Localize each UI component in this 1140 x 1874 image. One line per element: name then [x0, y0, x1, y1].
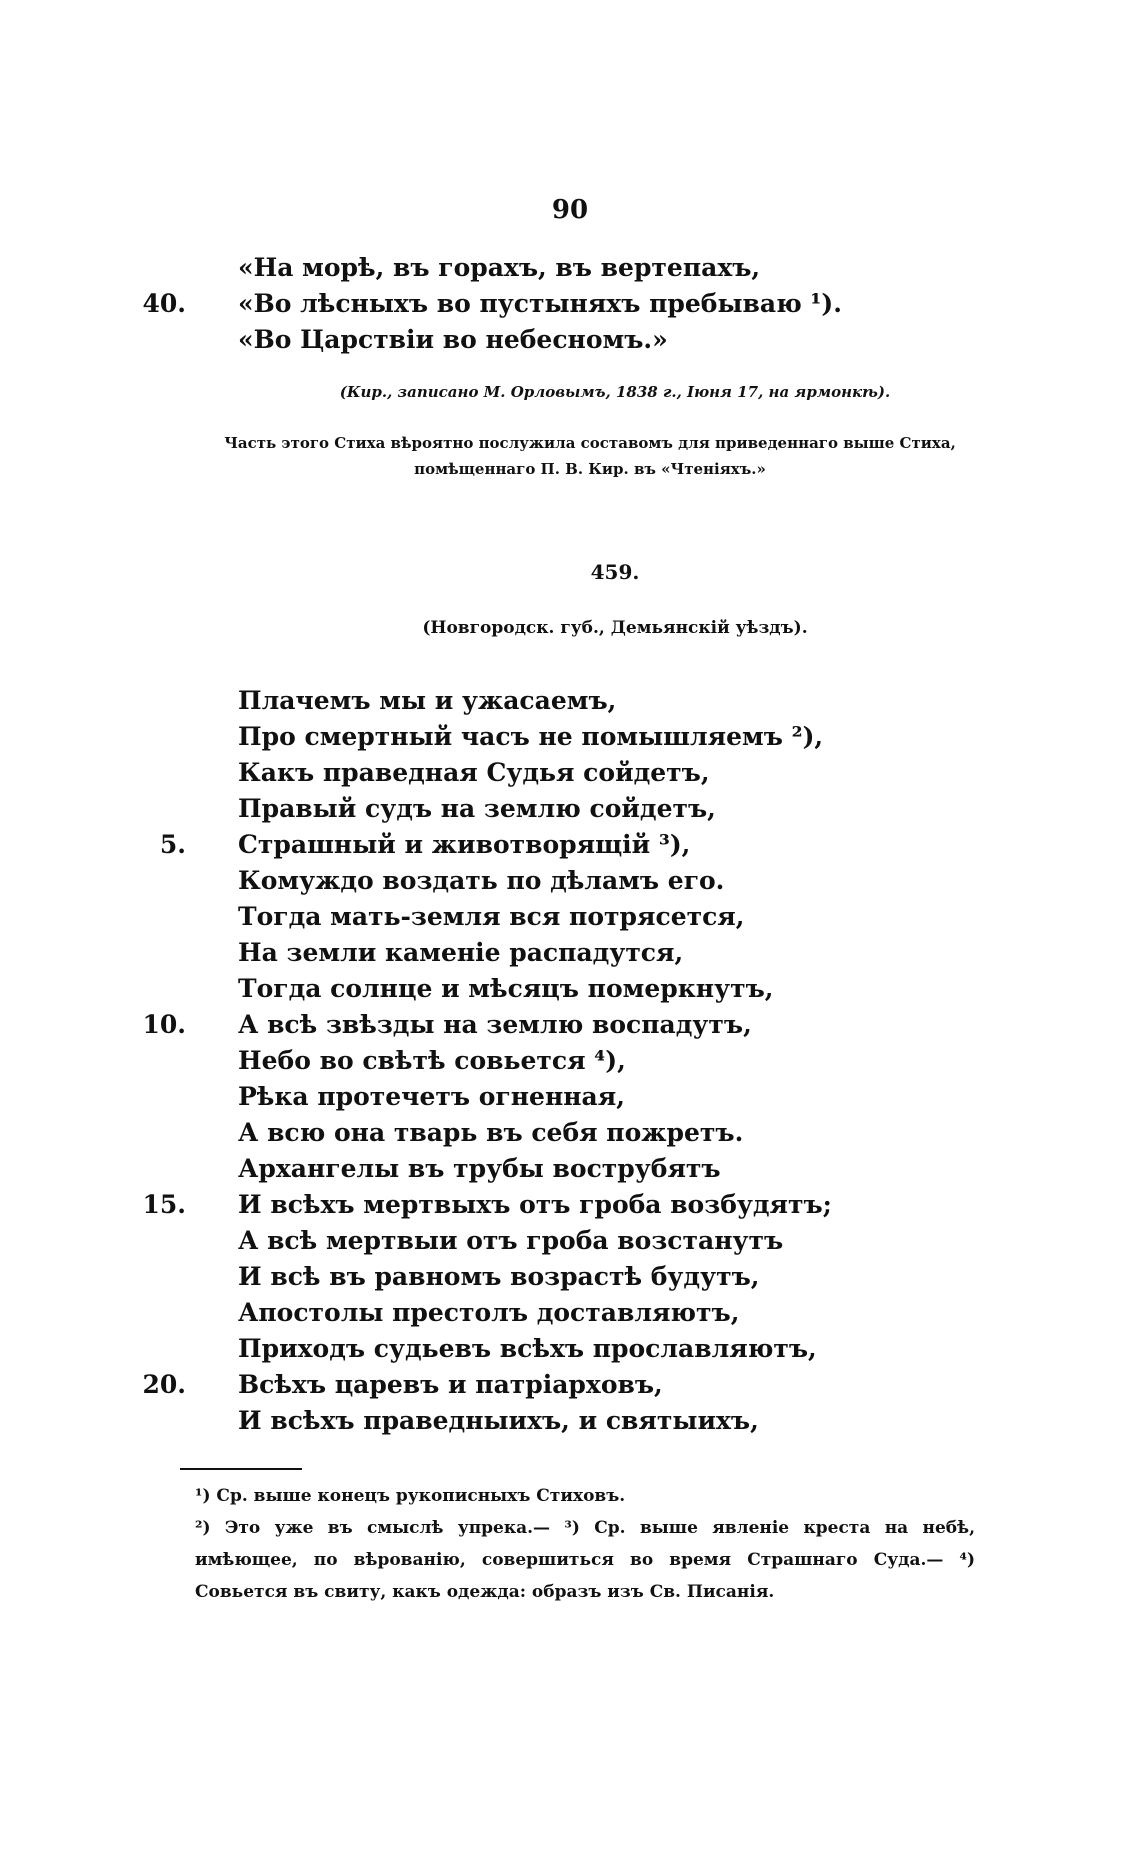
verse-line: [190, 1079, 970, 1115]
line-text: Страшный и животворящій ³),: [238, 830, 691, 859]
line-text: Тогда солнце и мѣсяцъ померкнутъ,: [238, 974, 774, 1003]
line-text: Приходъ судьевъ всѣхъ прославляютъ,: [238, 1334, 817, 1363]
top-verse: [142, 250, 970, 358]
line-text: Про смертный часъ не помышляемъ ²),: [238, 722, 824, 751]
verse-line: [142, 286, 970, 322]
poem-number: 459.: [590, 560, 640, 584]
line-text: Какъ праведная Судья сойдетъ,: [238, 758, 710, 787]
verse-line: [190, 1115, 970, 1151]
verse-line: [190, 755, 970, 791]
verse-line: [142, 1187, 970, 1223]
verse-line: [142, 1367, 970, 1403]
line-text: «Во лѣсныхъ во пустыняхъ пребываю ¹).: [238, 289, 842, 318]
footnote-1: ¹) Ср. выше конецъ рукописныхъ Стиховъ.: [195, 1486, 626, 1506]
verse-line: [190, 899, 970, 935]
footnotes: [195, 1480, 975, 1608]
line-number: 5.: [159, 830, 186, 859]
poem: [142, 683, 970, 1439]
line-text: «На морѣ, въ горахъ, въ вертепахъ,: [238, 253, 761, 282]
line-text: Плачемъ мы и ужасаемъ,: [238, 686, 617, 715]
verse-line: [190, 971, 970, 1007]
verse-line: [190, 1295, 970, 1331]
line-text: Комуждо воздать по дѣламъ его.: [238, 866, 725, 895]
region-heading: (Новгородск. губ., Демьянскій уѣздъ).: [422, 618, 808, 638]
page-number: 90: [551, 195, 589, 225]
line-text: И всѣхъ праведныихъ, и святыихъ,: [238, 1406, 759, 1435]
line-text: «Во Царствіи во небесномъ.»: [238, 325, 668, 354]
line-text: Архангелы въ трубы вострубятъ: [238, 1154, 721, 1183]
line-text: И всѣхъ мертвыхъ отъ гроба возбудятъ;: [238, 1190, 832, 1219]
line-text: Правый судъ на землю сойдетъ,: [238, 794, 716, 823]
verse-line: [190, 863, 970, 899]
footnote-divider: [180, 1468, 302, 1470]
verse-line: [190, 683, 970, 719]
line-number: 15.: [142, 1190, 186, 1219]
verse-line: [190, 1259, 970, 1295]
verse-line: [190, 1331, 970, 1367]
line-text: Апостолы престолъ доставляютъ,: [238, 1298, 740, 1327]
line-number: 40.: [142, 289, 186, 318]
line-text: А всѣ мертвыи отъ гроба возстанутъ: [238, 1226, 784, 1255]
line-text: Всѣхъ царевъ и патріарховъ,: [238, 1370, 663, 1399]
line-text: А всѣ звѣзды на землю воспадутъ,: [238, 1010, 752, 1039]
line-text: На земли каменіе распадутся,: [238, 938, 684, 967]
line-text: Тогда мать-земля вся потрясется,: [238, 902, 745, 931]
verse-line: [190, 1151, 970, 1187]
line-text: А всю она тварь въ себя пожретъ.: [238, 1118, 744, 1147]
verse-line: [190, 719, 970, 755]
verse-line: [190, 1223, 970, 1259]
verse-line: [190, 1403, 970, 1439]
footnote-2: ²) Это уже въ смыслѣ упрека.— ³) Ср. выше явленіе креста на небѣ, имѣющее, по вѣрованію, совершиться во время Страшнаго Суда.— ⁴) Совьется въ свиту, какъ одежда: образъ изъ Св. Писанія.: [195, 1518, 975, 1602]
verse-line: [159, 827, 970, 863]
verse-line: [190, 322, 970, 358]
line-text: Небо во свѣтѣ совьется ⁴),: [238, 1046, 626, 1075]
verse-line: [190, 791, 970, 827]
line-number: 20.: [142, 1370, 186, 1399]
verse-line: [190, 1043, 970, 1079]
line-text: Рѣка протечетъ огненная,: [238, 1082, 625, 1111]
verse-line: [190, 935, 970, 971]
verse-line: [190, 250, 970, 286]
editorial-note: Часть этого Стиха вѣроятно послужила составомъ для приведеннаго выше Стиха, помѣщеннаго П. В. Кир. въ «Чтеніяхъ.»: [224, 434, 956, 478]
verse-line: [142, 1007, 970, 1043]
source-citation: (Кир., записано М. Орловымъ, 1838 г., Іюня 17, на ярмонкѣ).: [339, 383, 891, 401]
line-text: И всѣ въ равномъ возрастѣ будутъ,: [238, 1262, 760, 1291]
line-number: 10.: [142, 1010, 186, 1039]
